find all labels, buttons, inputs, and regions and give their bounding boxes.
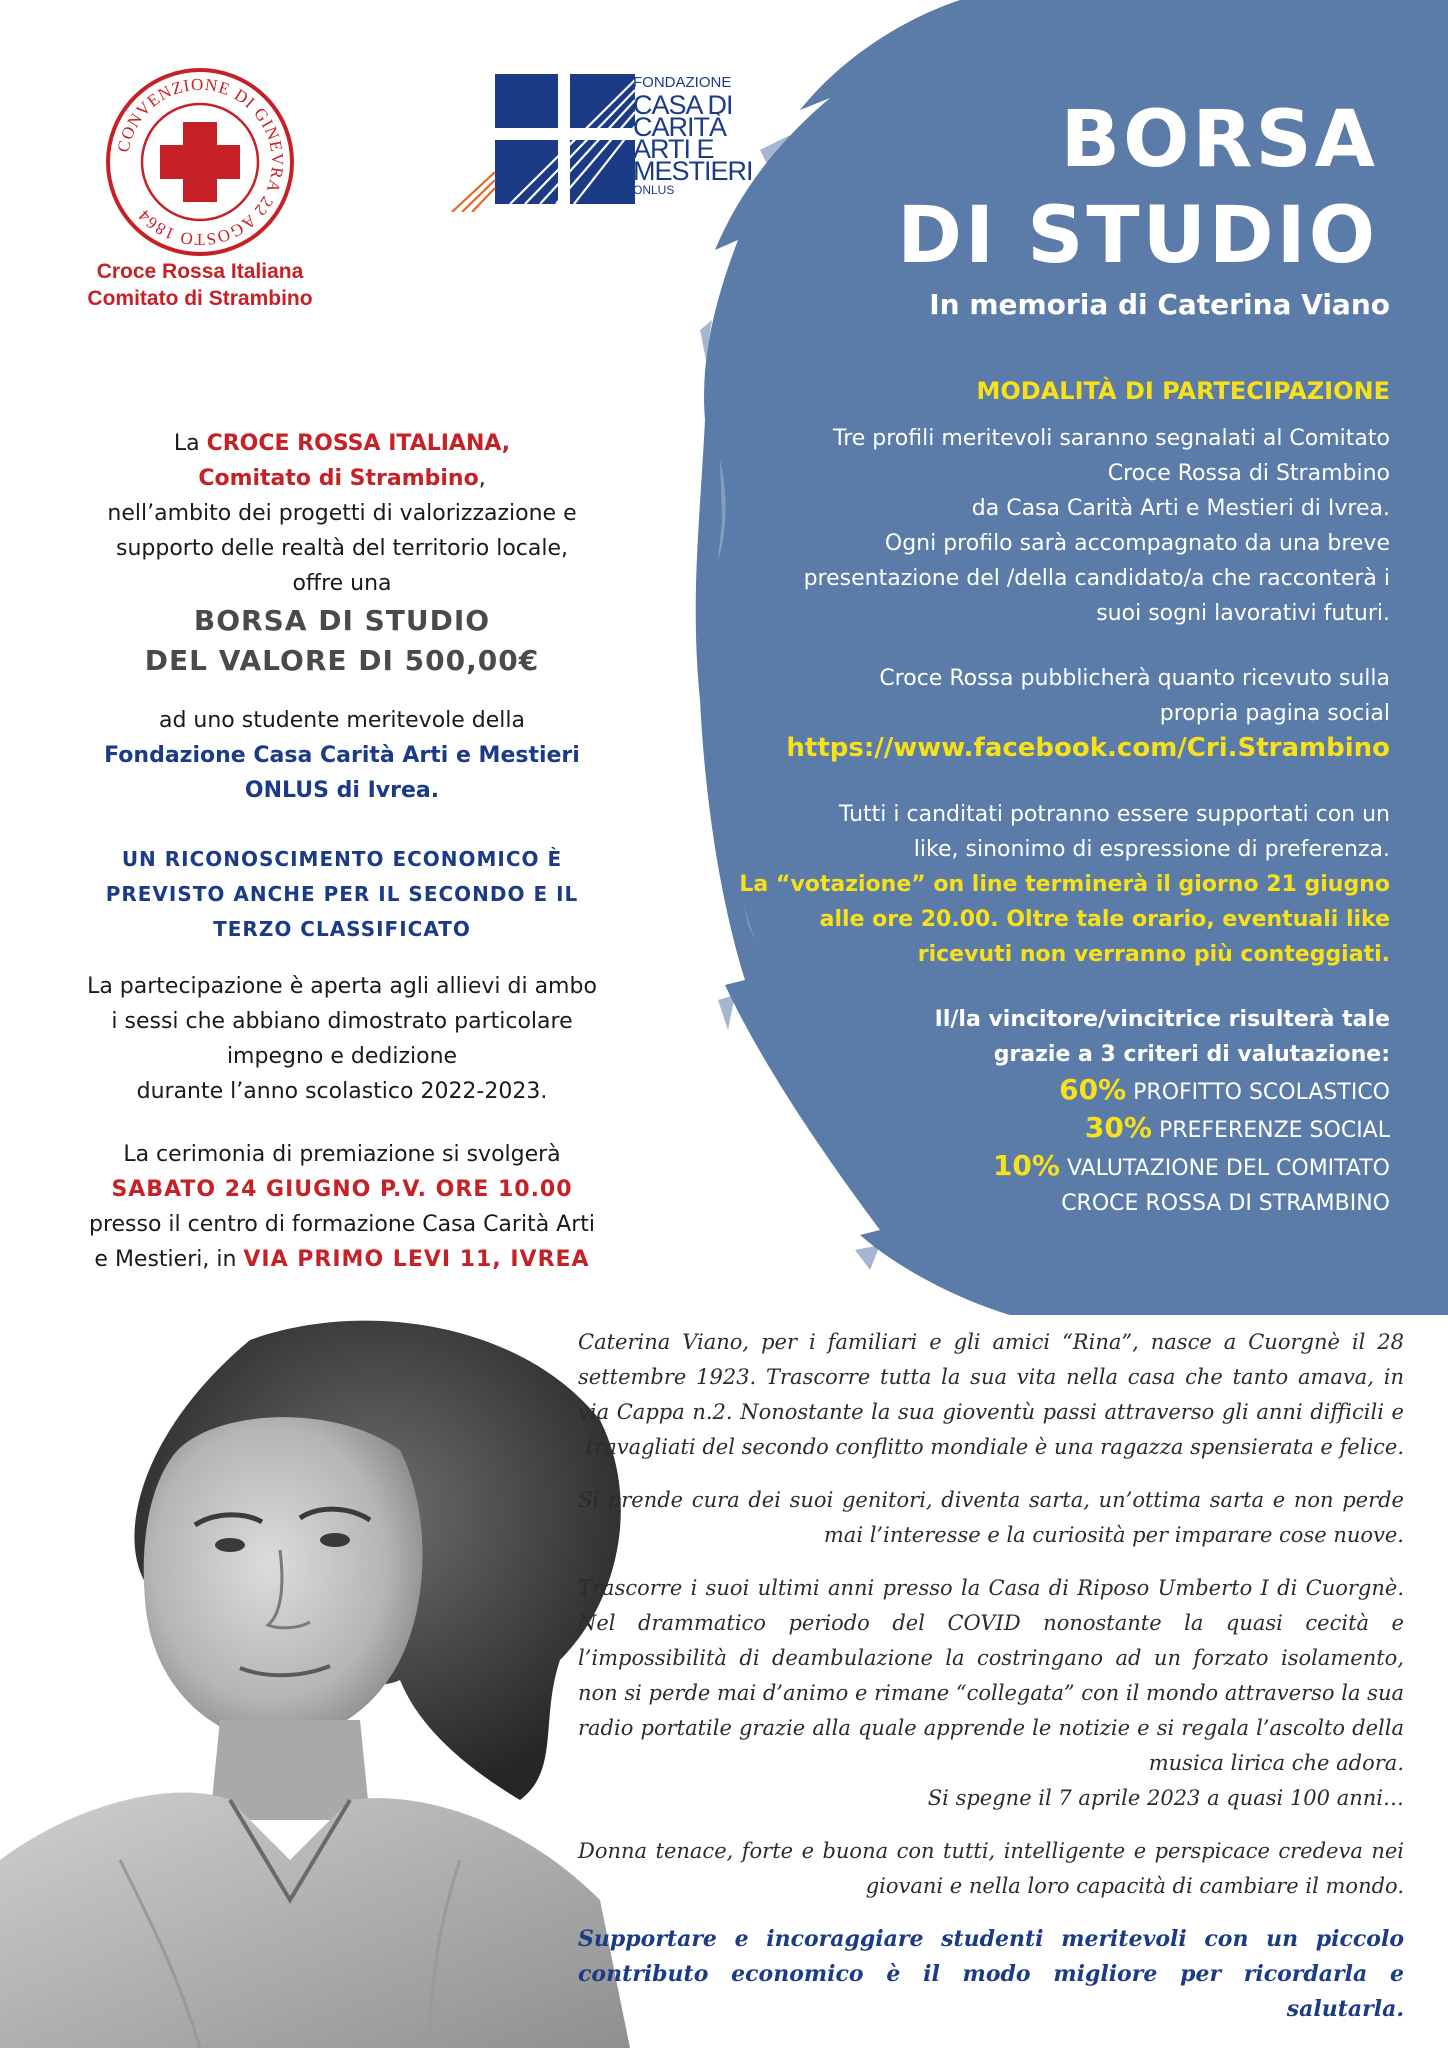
bio-paragraph-2: Si prende cura dei suoi genitori, diventa sarta, un’ottima sarta e non perde mai l’interesse e la curiosità per imparare cose nuove.	[578, 1488, 1404, 1547]
fondazione-line3: CARITÀ	[633, 112, 727, 142]
modalita-heading: MODALITÀ DI PARTECIPAZIONE	[976, 377, 1390, 405]
announcement-section	[62, 426, 622, 1299]
page-subtitle: In memoria di Caterina Viano	[929, 288, 1390, 321]
page-title	[897, 92, 1378, 284]
title-line2: DI STUDIO	[897, 191, 1378, 281]
facebook-link[interactable]: https://www.facebook.com/Cri.Strambino	[786, 733, 1390, 763]
bio-paragraph-3: Trascorre i suoi ultimi anni presso la Casa di Riposo Umberto I di Cuorgnè. Nel drammatico periodo del COVID nonostante la quasi cecità e l’impossibilità di deambulazione la costringano ad un forzato isolamento, non si perde mai d’animo e rimane “collegata” con il mondo attraverso la sua radio portatile grazie alla quale apprende le notizie e si regala l’ascolto della musica lirica che adora.	[578, 1576, 1404, 1775]
fondazione-line1: FONDAZIONE	[633, 74, 732, 91]
cri-committee-name	[40, 258, 360, 312]
modalita-paragraph-2: Croce Rossa pubblicherà quanto ricevuto sulla propria pagina social https://www.facebook.com/Cri.Strambino	[786, 666, 1390, 763]
cri-ring-text: CONVENZIONE DI GINEVRA 22 AGOSTO 1864	[113, 74, 288, 250]
modalita-paragraph-1: Tre profili meritevoli saranno segnalati al Comitato Croce Rossa di Strambino da Casa Carità Arti e Mestieri di Ivrea. Ogni profilo sarà accompagnato da una breve presentazione del /della candidato/a che racconterà i suoi sogni lavorativi futuri.	[803, 426, 1390, 626]
fondazione-line6: ONLUS	[633, 183, 675, 197]
riconoscimento-note: UN RICONOSCIMENTO ECONOMICO È PREVISTO ANCHE PER IL SECONDO E IL TERZO CLASSIFICATO	[105, 847, 579, 941]
partecipazione-paragraph: La partecipazione è aperta agli allievi di ambo i sessi che abbiano dimostrato particolare impegno e dedizione durante l’anno scolastico 2022-2023.	[87, 974, 597, 1104]
cerimonia-paragraph: La cerimonia di premiazione si svolgerà SABATO 24 GIUGNO P.V. ORE 10.00 presso il centro di formazione Casa Carità Arti e Mestieri, in VIA PRIMO LEVI 11, IVREA	[88, 1142, 596, 1272]
announcement-intro: La CROCE ROSSA ITALIANA, Comitato di Strambino, nell’ambito dei progetti di valorizzazione e supporto delle realtà del territorio locale, offre una BORSA DI STUDIO DEL VALORE DI 500,00€	[107, 431, 577, 677]
announcement-recipient: ad uno studente meritevole della Fondazione Casa Carità Arti e Mestieri ONLUS di Ivrea.	[104, 708, 580, 803]
modalita-paragraph-3: Tutti i canditati potranno essere supportati con un like, sinonimo di espressione di preferenza. La “votazione” on line terminerà il giorno 21 giugno alle ore 20.00. Oltre tale orario, eventuali like ricevuti non verranno più conteggiati.	[739, 802, 1390, 967]
ceremony-address: VIA PRIMO LEVI 11, IVREA	[243, 1247, 590, 1272]
title-line1: BORSA	[1060, 95, 1378, 185]
criterion-item: 60% PROFITTO SCOLASTICO	[1059, 1073, 1390, 1106]
croce-rossa-logo	[100, 62, 300, 262]
fondazione-name	[633, 72, 753, 198]
fondazione-line4: ARTI E	[633, 134, 714, 164]
fondazione-line2: CASA DI	[633, 90, 733, 120]
biography-section	[578, 1325, 1404, 2045]
bio-closing: Supportare e incoraggiare studenti meritevoli con un piccolo contributo economico è il modo migliore per ricordarla e salutarla.	[578, 1926, 1404, 2022]
bio-paragraph-1: Caterina Viano, per i familiari e gli amici “Rina”, nasce a Cuorgnè il 28 settembre 1923. Trascorre tutta la sua vita nella casa che tanto amava, in via Cappa n.2. Nonostante la sua gioventù passi attraverso gli anni difficili e travagliati del secondo conflitto mondiale è una ragazza spensierata e felice.	[578, 1330, 1404, 1459]
cri-name-line1: Croce Rossa Italiana	[96, 260, 304, 283]
modalita-section	[710, 374, 1390, 1221]
borsa-amount-line1: BORSA DI STUDIO	[193, 604, 491, 637]
ceremony-date: SABATO 24 GIUGNO P.V. ORE 10.00	[111, 1177, 573, 1202]
criteria-list: Il/la vincitore/vincitrice risulterà tale grazie a 3 criteri di valutazione: 60% PROFITTO SCOLASTICO 30% PREFERENZE SOCIAL 10% VALUTAZIONE DEL COMITATO CROCE ROSSA DI STRAMBINO	[934, 1007, 1390, 1216]
fondazione-line5: MESTIERI	[633, 156, 753, 186]
criterion-item: 30% PREFERENZE SOCIAL	[1084, 1111, 1390, 1144]
cri-name-line2: Comitato di Strambino	[87, 287, 313, 310]
criterion-item: 10% VALUTAZIONE DEL COMITATO	[992, 1149, 1390, 1182]
portrait-photo	[0, 1300, 630, 2048]
bio-paragraph-3-end: Si spegne il 7 aprile 2023 a quasi 100 anni…	[927, 1786, 1404, 1810]
bio-paragraph-4: Donna tenace, forte e buona con tutti, intelligente e perspicace credeva nei giovani e nella loro capacità di cambiare il mondo.	[578, 1839, 1404, 1898]
borsa-amount-line2: DEL VALORE DI 500,00€	[144, 644, 540, 677]
